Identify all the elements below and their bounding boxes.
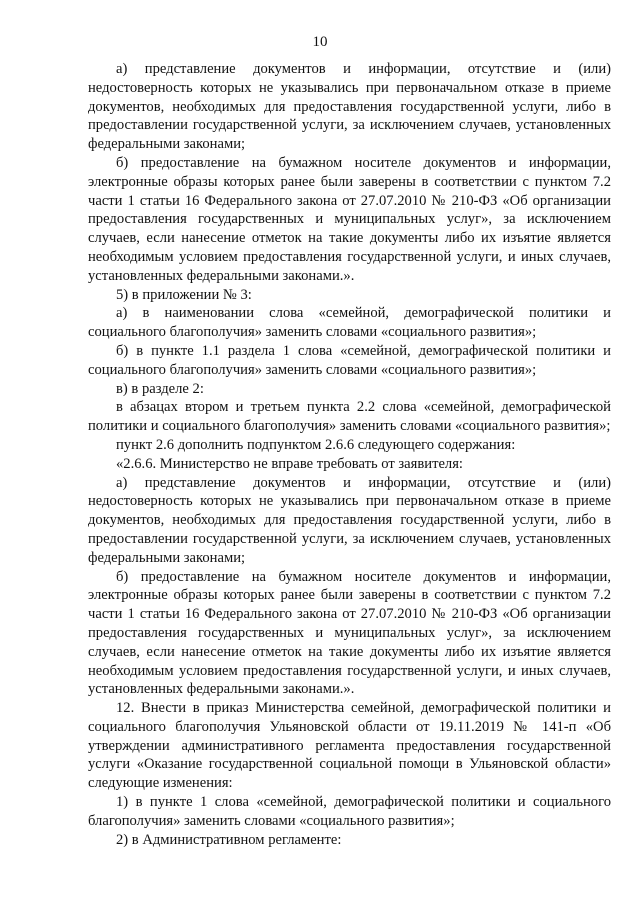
paragraph-appendix-3: 5) в приложении № 3: xyxy=(116,286,252,303)
paragraph-b-paper-documents: б) предоставление на бумажном носителе документов и информации, электронные образы которых ранее были заверены в соответствии с пунктом 7.2 части 1 статьи 16 Федерального закона от 27.07.2010 № 210-ФЗ «Об организации предоставления государственных и муниципальных услуг», за исключением случаев, если нанесение отметок на такие документы либо их изъятие является необходимым условием предоставления государственной услуги, и иных случаев, установленных федеральными законами.». xyxy=(88,154,611,284)
paragraph-title-replacement: а) в наименовании слова «семейной, демографической политики и социального благополучия» заменить словами «социального развития»; xyxy=(88,305,611,341)
paragraph-point-1-1: б) в пункте 1.1 раздела 1 слова «семейной, демографической политики и социального благополучия» заменить словами «социального развития»; xyxy=(88,342,611,378)
paragraph-a-documents: а) представление документов и информации, отсутствие и (или) недостоверность которых не указывались при первоначальном отказе в приеме документов, необходимых для предоставления государственной услуги, либо в предоставлении государственной услуги, за исключением случаев, установленных федеральными законами; xyxy=(88,61,611,153)
page-number: 10 xyxy=(312,34,328,50)
paragraph-point-1: 1) в пункте 1 слова «семейной, демографической политики и социального благополучия» заменить словами «социального развития»; xyxy=(88,794,611,829)
paragraph-admin-regulation: 2) в Административном регламенте: xyxy=(116,831,342,848)
paragraph-b-paper-documents-repeat: б) предоставление на бумажном носителе документов и информации, электронные образы которых ранее были заверены в соответствии с пунктом 7.2 части 1 статьи 16 Федерального закона от 27.07.2010 № 210-ФЗ «Об организации предоставления государственных и муниципальных услуг», за исключением случаев, если нанесение отметок на такие документы либо их изъятие является необходимым условием предоставления государственной услуги, и иных случаев, установленных федеральными законами.». xyxy=(88,568,611,698)
paragraph-a-documents-repeat: а) представление документов и информации, отсутствие и (или) недостоверность которых не указывались при первоначальном отказе в приеме документов, необходимых для предоставления государственной услуги, либо в предоставлении государственной услуги, за исключением случаев, установленных федеральными законами; xyxy=(88,474,611,566)
paragraph-section-2: в) в разделе 2: xyxy=(116,380,204,397)
paragraph-point-2-6: пункт 2.6 дополнить подпунктом 2.6.6 следующего содержания: xyxy=(116,436,516,453)
paragraph-item-12: 12. Внести в приказ Министерства семейной, демографической политики и социального благополучия Ульяновской области от 19.11.2019 № 141-п «Об утверждении административного регламента предоставления государственной услуги «Оказание государственной социальной помощи в Ульяновской области» следующие изменения: xyxy=(88,700,611,792)
paragraph-point-2-2: в абзацах втором и третьем пункта 2.2 слова «семейной, демографической политики и социального благополучия» заменить словами «социального развития»; xyxy=(88,399,611,435)
paragraph-2-6-6: «2.6.6. Министерство не вправе требовать от заявителя: xyxy=(116,455,463,472)
document-body xyxy=(88,60,611,849)
